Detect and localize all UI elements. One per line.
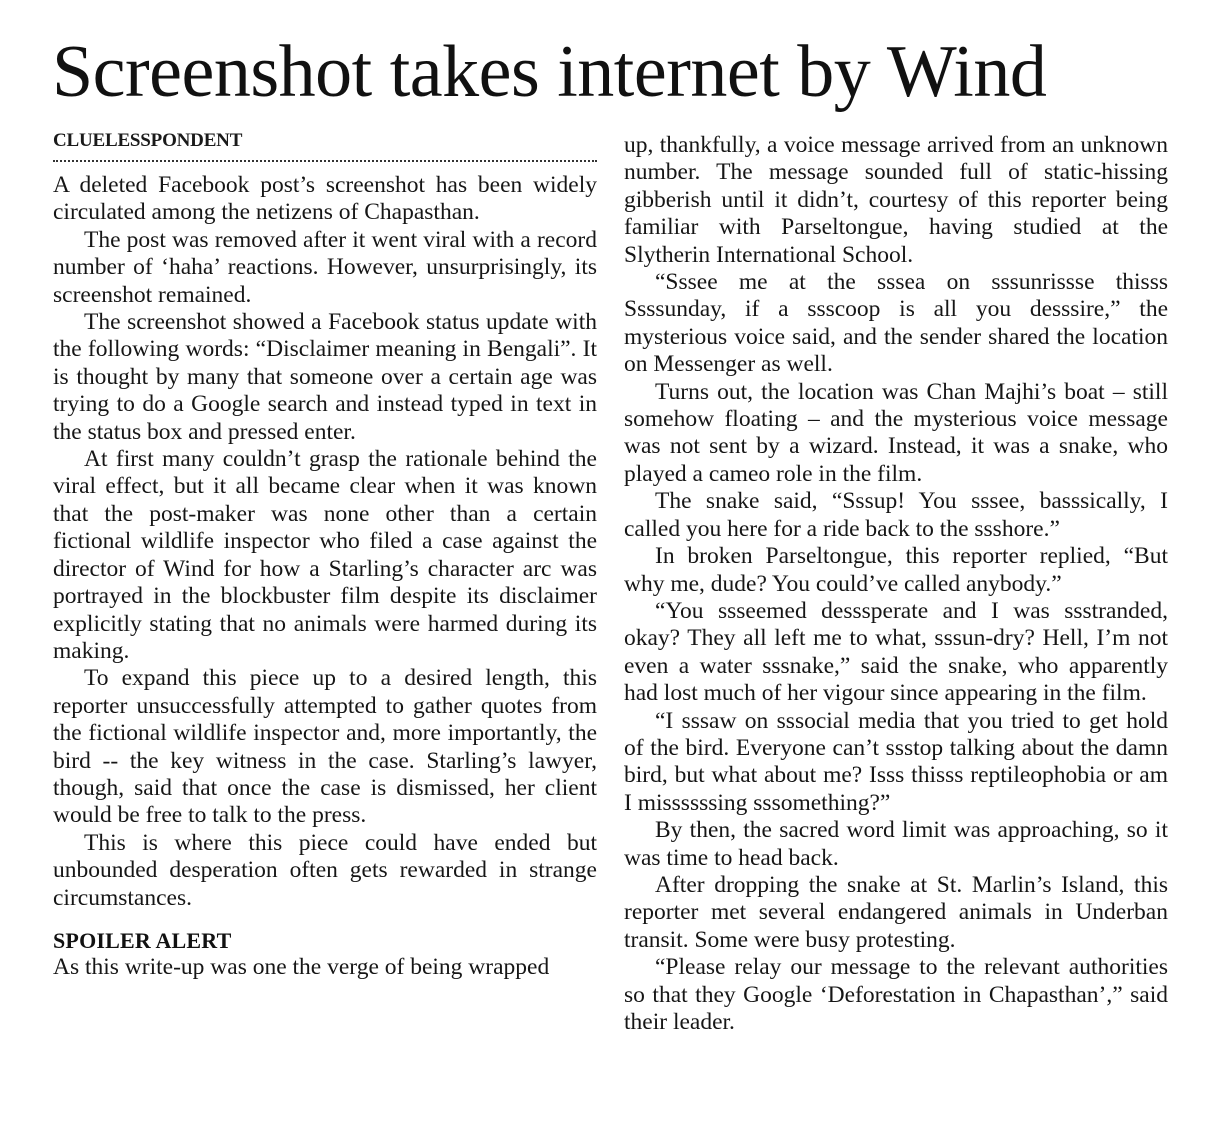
article-column-left bbox=[53, 128, 597, 981]
paragraph: As this write-up was one the verge of being wrapped bbox=[53, 953, 550, 980]
paragraph: In broken Parseltongue, this reporter replied, “But why me, dude? You could’ve called anybody.” bbox=[624, 543, 1168, 597]
paragraph: The post was removed after it went viral with a record number of ‘haha’ reactions. However, unsurprisingly, its screenshot remained. bbox=[53, 226, 597, 308]
paragraph: Turns out, the location was Chan Majhi’s boat – still somehow floating – and the mysterious voice message was not sent by a wizard. Instead, it was a snake, who played a cameo role in the film. bbox=[624, 378, 1168, 487]
paragraph: By then, the sacred word limit was approaching, so it was time to head back. bbox=[624, 817, 1168, 871]
paragraph: After dropping the snake at St. Marlin’s Island, this reporter met several endangered animals in Underban transit. Some were busy protesting. bbox=[624, 871, 1168, 953]
paragraph: up, thankfully, a voice message arrived from an unknown number. The message sounded full of static-hissing gibberish until it didn’t, courtesy of this reporter being familiar with Parseltongue, having studied at the Slytherin International School. bbox=[624, 132, 1168, 268]
paragraph: The snake said, “Sssup! You sssee, basssically, I called you here for a ride back to the ssshore.” bbox=[624, 488, 1168, 542]
paragraph: “Sssee me at the sssea on sssunrissse thisss Ssssunday, if a ssscoop is all you desssire,” the mysterious voice said, and the sender shared the location on Messenger as well. bbox=[624, 269, 1168, 378]
paragraph: “You ssseemed desssperate and I was ssstranded, okay? They all left me to what, sssun-dry? Hell, I’m not even a water sssnake,” said the snake, who apparently had lost much of her vigour since appearing in the film. bbox=[624, 597, 1168, 707]
paragraph: “Please relay our message to the relevant authorities so that they Google ‘Deforestation in Chapasthan’,” said their leader. bbox=[624, 954, 1168, 1035]
byline: CLUELESSPONDENT bbox=[53, 128, 597, 162]
paragraph: At first many couldn’t grasp the rationale behind the viral effect, but it all became clear when it was known that the post-maker was none other than a certain fictional wildlife inspector who filed a case against the director of Wind for how a Starling’s character arc was portrayed in the blockbuster film despite its disclaimer explicitly stating that no animals were harmed during its making. bbox=[53, 446, 597, 664]
subheading: SPOILER ALERT bbox=[53, 927, 232, 953]
paragraph: “I sssaw on sssocial media that you tried to get hold of the bird. Everyone can’t ssstop talking about the damn bird, but what about me? Isss thisss reptileophobia or am I missssssing sssomething?” bbox=[624, 707, 1168, 816]
article-column-right bbox=[624, 132, 1168, 1036]
headline: Screenshot takes internet by Wind bbox=[52, 31, 1047, 113]
paragraph: To expand this piece up to a desired length, this reporter unsuccessfully attempted to gather quotes from the fictional wildlife inspector and, more importantly, the bird -- the key witness in the case. Starling’s lawyer, though, said that once the case is dismissed, her client would be free to talk to the press. bbox=[53, 665, 597, 829]
paragraph: The screenshot showed a Facebook status update with the following words: “Disclaimer meaning in Bengali”. It is thought by many that someone over a certain age was trying to do a Google search and instead typed in text in the status box and pressed enter. bbox=[53, 309, 597, 445]
paragraph: A deleted Facebook post’s screenshot has been widely circulated among the netizens of Chapasthan. bbox=[53, 172, 597, 226]
paragraph: This is where this piece could have ended but unbounded desperation often gets rewarded in strange circumstances. bbox=[53, 829, 597, 911]
